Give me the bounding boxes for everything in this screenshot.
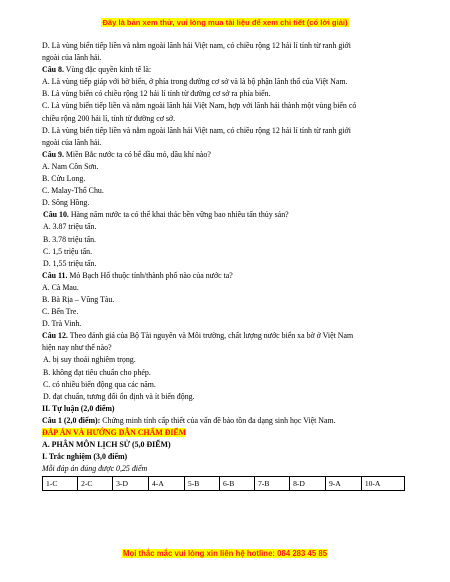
answer-cell: 1-C (43, 477, 78, 491)
section-heading: I. Trắc nghiệm (3,0 điểm) (42, 452, 128, 462)
question-number: Câu 8. (42, 65, 64, 75)
answer-option: D. Sông Hồng. (42, 198, 90, 208)
answer-cell: 10-A (361, 477, 404, 491)
answer-option: A. bị suy thoái nghiêm trọng. (43, 355, 136, 365)
answer-cell: 5-B (184, 477, 219, 491)
question-number: Câu 1 (2,0 điểm): (42, 415, 101, 425)
answer-option: D. đạt chuẩn, tương đối ổn định và ít biến động. (43, 391, 195, 401)
question-text: Chứng minh tính cấp thiết của vấn đề bảo tồn đa dạng sinh học Việt Nam. (100, 415, 336, 425)
question-text: Mỏ Bạch Hổ thuộc tỉnh/thành phố nào của nước ta? (67, 270, 233, 280)
answer-option: D. Trà Vinh. (42, 319, 82, 329)
answer-cell: 4-A (149, 477, 185, 491)
answer-option: C. Là vùng biển tiếp liền và nằm ngoài lãnh hải Việt Nam, hợp với lãnh hải thành một vùng biển có (42, 101, 357, 111)
answer-option: A. Nam Côn Sơn. (42, 161, 99, 171)
preview-notice: Đây là bản xem thử, vui lòng mua tài liệu để xem chi tiết (có lời giải) (102, 18, 348, 27)
question-12 (42, 330, 408, 342)
answer-option: B. 3.78 triệu tấn. (43, 234, 97, 244)
question-text: Vùng đặc quyền kinh tế là: (63, 65, 152, 75)
answer-option: D. 1,55 triệu tấn. (43, 258, 97, 268)
answer-key-heading: ĐÁP ÁN VÀ HƯỚNG DẪN CHẤM ĐIỂM (42, 428, 187, 437)
answer-option: C. 1,5 triệu tấn. (43, 246, 93, 256)
answer-option-continued: chiều rộng 200 hải lí, tính từ đường cơ sở. (42, 113, 176, 123)
hotline-notice: Mọi thắc mắc vui lòng xin liên hệ hotline: 084 283 45 85 (122, 549, 328, 558)
answer-option-continued: ngoài của lãnh hải. (42, 137, 102, 147)
answer-option: D. Là vùng biển tiếp liền và nằm ngoài lãnh hải Việt nam, có chiều rộng 12 hải lí tính từ ranh giới (42, 125, 351, 135)
answer-option: A. Là vùng tiếp giáp với bờ biển, ở phía trong đường cơ sở và là bộ phận lãnh thổ của Việt Nam. (42, 77, 348, 87)
question-10 (42, 209, 408, 221)
section-heading: II. Tự luận (2,0 điểm) (42, 403, 115, 413)
question-8 (42, 64, 408, 76)
answer-option: B. không đạt tiêu chuẩn cho phép. (43, 367, 151, 377)
question-number: Câu 11. (42, 270, 68, 280)
answer-cell: 9-A (325, 477, 361, 491)
answer-option: C. Malay-Thổ Chu. (42, 186, 104, 196)
answer-option: B. Cửu Long. (42, 174, 86, 184)
table-row (43, 477, 405, 491)
question-text: Theo đánh giá của Bộ Tài nguyên và Môi trường, chất lượng nước biển xa bờ ở Việt Nam (67, 331, 354, 341)
answer-option: A. Cà Mau. (42, 282, 79, 292)
question-text: Hàng năm nước ta có thể khai thác bền vững bao nhiêu tấn thủy sản? (68, 210, 289, 220)
question-number: Câu 9. (42, 149, 64, 159)
question-11 (42, 270, 408, 282)
answer-option: A. 3.87 triệu tấn. (43, 222, 97, 232)
question-number: Câu 12. (42, 331, 68, 341)
answer-option: C. Bến Tre. (42, 307, 79, 317)
subject-heading: A. PHÂN MÔN LỊCH SỬ (5,0 ĐIỂM) (42, 440, 171, 450)
question-text: Miền Bắc nước ta có bể dầu mỏ, dầu khí nào? (63, 149, 211, 159)
answer-cell: 3-D (113, 477, 149, 491)
question-9 (42, 149, 408, 161)
answer-cell: 8-D (290, 477, 326, 491)
answer-option-continued: ngoài của lãnh hải. (42, 53, 102, 63)
answer-option: C. có nhiều biến động qua các năm. (43, 379, 156, 389)
answer-cell: 7-B (255, 477, 290, 491)
essay-question (42, 415, 408, 427)
scoring-note: Mỗi đáp án đúng được 0,25 điểm (42, 464, 148, 474)
answer-cell: 2-C (78, 477, 113, 491)
document-body (42, 40, 408, 491)
answer-table (42, 476, 405, 491)
question-text-continued: hiện nay như thế nào? (42, 343, 112, 353)
answer-cell: 6-B (219, 477, 254, 491)
answer-option: B. Là vùng biển có chiều rộng 12 hải lí tính từ đường cơ sở ra phía biển. (42, 89, 271, 99)
question-number: Câu 10. (43, 210, 69, 220)
answer-option: D. Là vùng biển tiếp liền và nằm ngoài lãnh hải Việt nam, có chiều rộng 12 hải lí tính từ ranh giới (42, 41, 351, 50)
answer-option: B. Bà Rịa – Vũng Tàu. (42, 294, 115, 304)
